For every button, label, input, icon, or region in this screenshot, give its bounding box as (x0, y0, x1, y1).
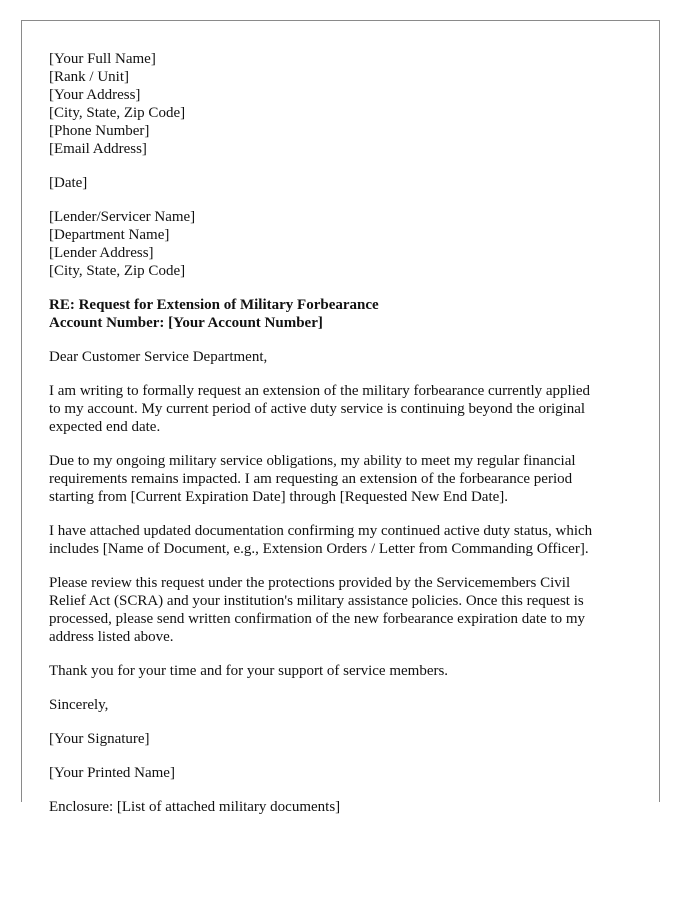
letter-date: [Date] (49, 175, 88, 191)
sender-email: [Email Address] (49, 141, 147, 157)
paragraph-line: Due to my ongoing military service obligations, my ability to meet my regular financial (49, 453, 576, 469)
recipient-address: [Lender Address] (49, 245, 154, 261)
recipient-block (49, 208, 639, 280)
subject-account-line: Account Number: [Your Account Number] (49, 315, 323, 331)
paragraph-line: includes [Name of Document, e.g., Extension Orders / Letter from Commanding Officer]. (49, 541, 589, 557)
sender-phone: [Phone Number] (49, 123, 150, 139)
enclosure-block (49, 798, 639, 816)
paragraph-line: Please review this request under the protections provided by the Servicemembers Civil (49, 575, 571, 591)
paragraph-line: to my account. My current period of active duty service is continuing beyond the original (49, 401, 586, 417)
paragraph-line: address listed above. (49, 629, 174, 645)
body-paragraph-3 (49, 522, 639, 558)
signature-placeholder: [Your Signature] (49, 731, 150, 747)
paragraph-line: requirements remains impacted. I am requesting an extension of the forbearance period (49, 471, 573, 487)
salutation-block (49, 348, 639, 366)
paragraph-line: I have attached updated documentation confirming my continued active duty status, which (49, 523, 593, 539)
enclosure-line: Enclosure: [List of attached military documents] (49, 799, 341, 815)
printed-name-block (49, 764, 639, 782)
recipient-department: [Department Name] (49, 227, 170, 243)
sender-address: [Your Address] (49, 87, 141, 103)
paragraph-line: starting from [Current Expiration Date] through [Requested New End Date]. (49, 489, 509, 505)
body-paragraph-4 (49, 574, 639, 646)
paragraph-line: Thank you for your time and for your support of service members. (49, 663, 449, 679)
paragraph-line: expected end date. (49, 419, 161, 435)
paragraph-line: I am writing to formally request an extension of the military forbearance currently applied (49, 383, 591, 399)
sender-block (49, 50, 639, 158)
closing-block (49, 696, 639, 714)
letter-page (21, 20, 660, 815)
paragraph-line: processed, please send written confirmation of the new forbearance expiration date to my (49, 611, 586, 627)
sender-rank-unit: [Rank / Unit] (49, 69, 129, 85)
body-paragraph-5 (49, 662, 639, 680)
recipient-city-state-zip: [City, State, Zip Code] (49, 263, 186, 279)
subject-block (49, 296, 639, 332)
letter-content (49, 50, 639, 832)
sender-city-state-zip: [City, State, Zip Code] (49, 105, 186, 121)
date-block (49, 174, 639, 192)
recipient-name: [Lender/Servicer Name] (49, 209, 196, 225)
closing: Sincerely, (49, 697, 109, 713)
sender-name: [Your Full Name] (49, 51, 156, 67)
salutation: Dear Customer Service Department, (49, 349, 268, 365)
body-paragraph-2 (49, 452, 639, 506)
signature-block (49, 730, 639, 748)
body-paragraph-1 (49, 382, 639, 436)
printed-name-placeholder: [Your Printed Name] (49, 765, 175, 781)
subject-re-line: RE: Request for Extension of Military Forbearance (49, 297, 379, 313)
paragraph-line: Relief Act (SCRA) and your institution's military assistance policies. Once this request is (49, 593, 584, 609)
